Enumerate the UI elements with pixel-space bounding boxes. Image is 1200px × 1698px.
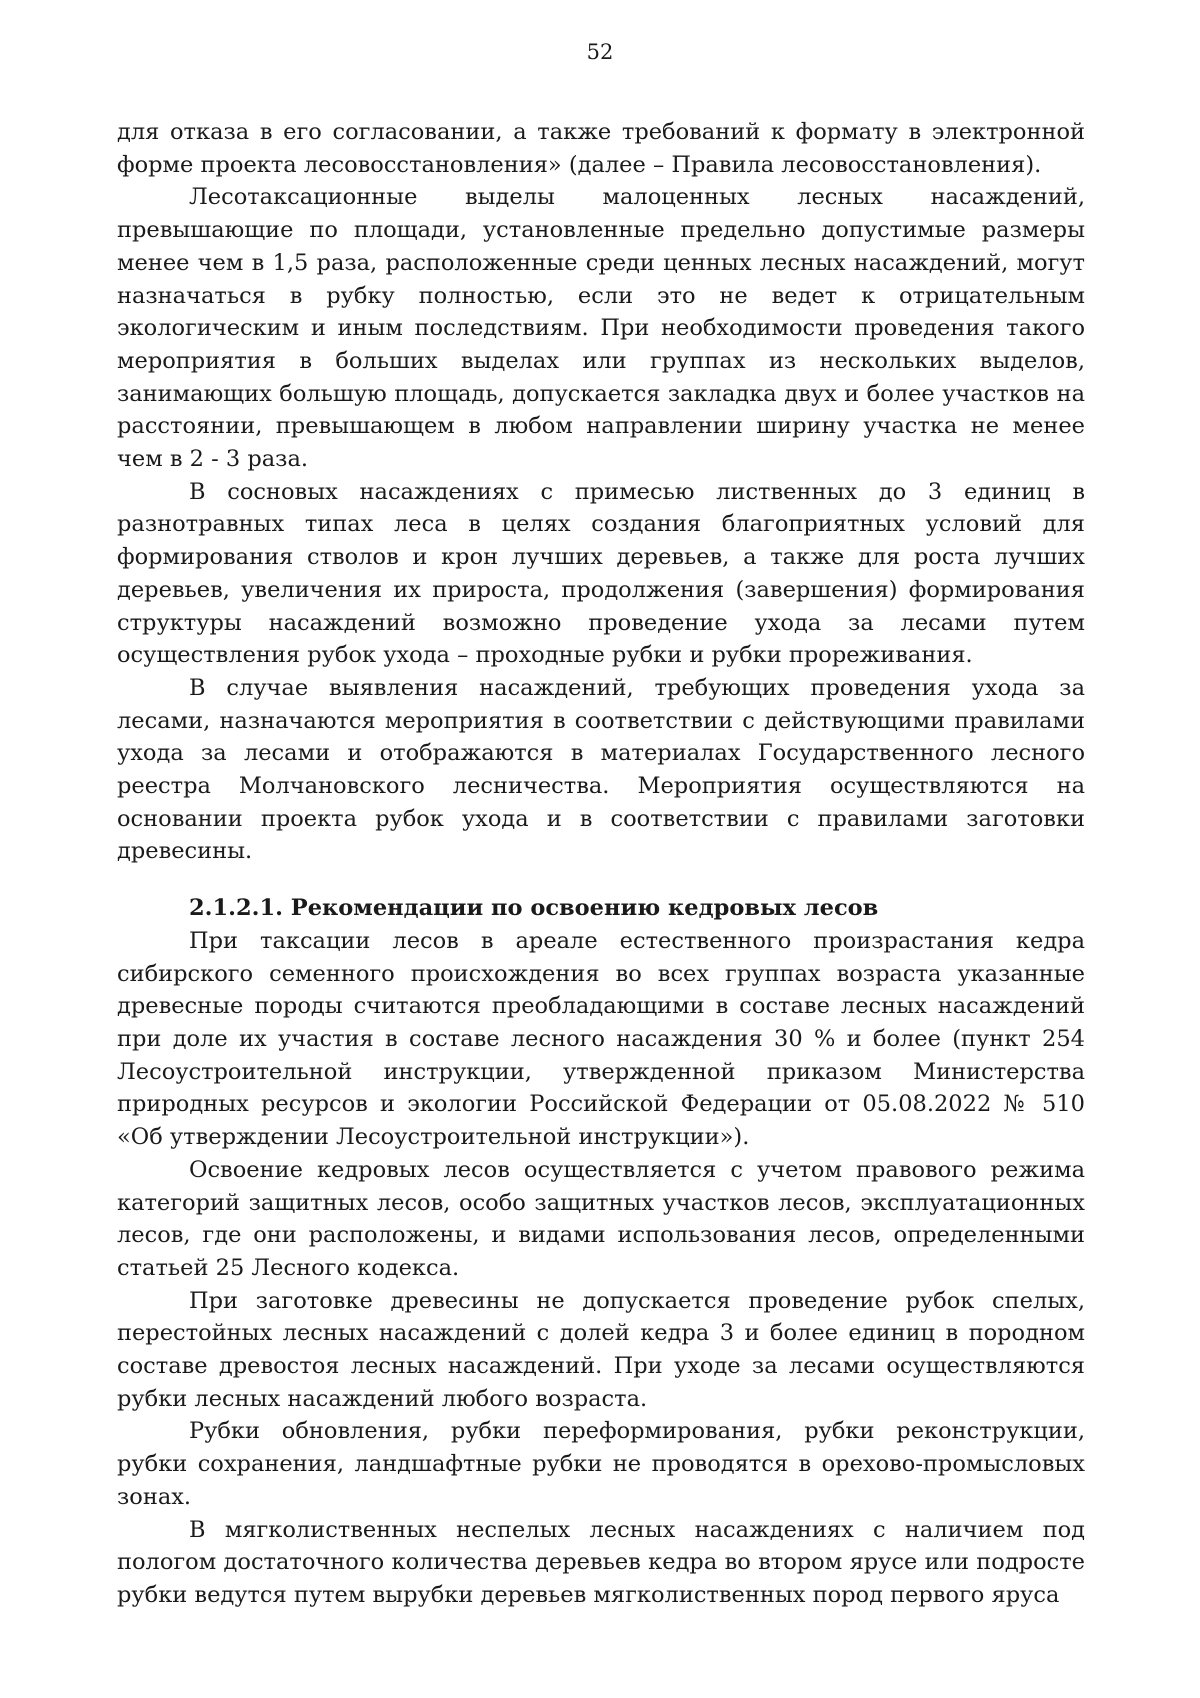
section-heading: 2.1.2.1. Рекомендации по освоению кедровых лесов <box>189 895 879 922</box>
paragraph-pine-stands: В сосновых насаждениях с примесью лиственных до 3 единиц в разнотравных типах леса в целях создания благоприятных условий для формирования стволов и крон лучших деревьев, а также для роста лучших деревьев, увеличения их прироста, продолжения (завершения) формирования структуры насаждений возможно проведение ухода за лесами путем осуществления рубок ухода – проходные рубки и рубки прореживания. <box>117 478 1085 669</box>
paragraph-cedar-development: Освоение кедровых лесов осуществляется с учетом правового режима категорий защитных лесов, особо защитных участков лесов, эксплуатационных лесов, где они расположены, и видами использования лесов, определенными статьей 25 Лесного кодекса. <box>117 1156 1085 1281</box>
paragraph-softwood-stands: В мягколиственных неспелых лесных насаждениях с наличием под пологом достаточного количества деревьев кедра во втором ярусе или подросте рубки ведутся путем вырубки деревьев мягколиственных пород первого яруса <box>117 1516 1085 1608</box>
paragraph-small-stands: Лесотаксационные выделы малоценных лесных насаждений, превышающие по площади, установленные предельно допустимые размеры менее чем в 1,5 раза, расположенные среди ценных лесных насаждений, могут назначаться в рубку полностью, если это не ведет к отрицательным экологическим и иным последствиям. При необходимости проведения такого мероприятия в больших выделах или группах из нескольких выделов, занимающих большую площадь, допускается закладка двух и более участков на расстоянии, превышающем в любом направлении ширину участка не менее чем в 2 - 3 раза. <box>117 184 1085 473</box>
page-number: 52 <box>586 40 614 64</box>
paragraph-prohibited-cuttings: Рубки обновления, рубки переформирования, рубки реконструкции, рубки сохранения, ландшафтные рубки не проводятся в орехово-промысловых зонах. <box>117 1418 1085 1510</box>
document-body <box>117 116 1085 1612</box>
paragraph-harvesting: При заготовке древесины не допускается проведение рубок спелых, перестойных лесных насаждений с долей кедра 3 и более единиц в породном составе древостоя лесных насаждений. При уходе за лесами осуществляются рубки лесных насаждений любого возраста. <box>117 1287 1085 1412</box>
paragraph-taxation: При таксации лесов в ареале естественного произрастания кедра сибирского семенного происхождения во всех группах возраста указанные древесные породы считаются преобладающими в составе лесных насаждений при доле их участия в составе лесного насаждения 30 % и более (пункт 254 Лесоустроительной инструкции, утвержденной приказом Министерства природных ресурсов и экологии Российской Федерации от 05.08.2022 № 510 «Об утверждении Лесоустроительной инструкции»). <box>117 927 1085 1151</box>
paragraph-continuation: для отказа в его согласовании, а также требований к формату в электронной форме проекта лесовосстановления» (далее – Правила лесовосстановления). <box>117 119 1085 178</box>
paragraph-care-measures: В случае выявления насаждений, требующих проведения ухода за лесами, назначаются мероприятия в соответствии с действующими правилами ухода за лесами и отображаются в материалах Государственного лесного реестра Молчановского лесничества. Мероприятия осуществляются на основании проекта рубок ухода и в соответствии с правилами заготовки древесины. <box>117 674 1085 865</box>
